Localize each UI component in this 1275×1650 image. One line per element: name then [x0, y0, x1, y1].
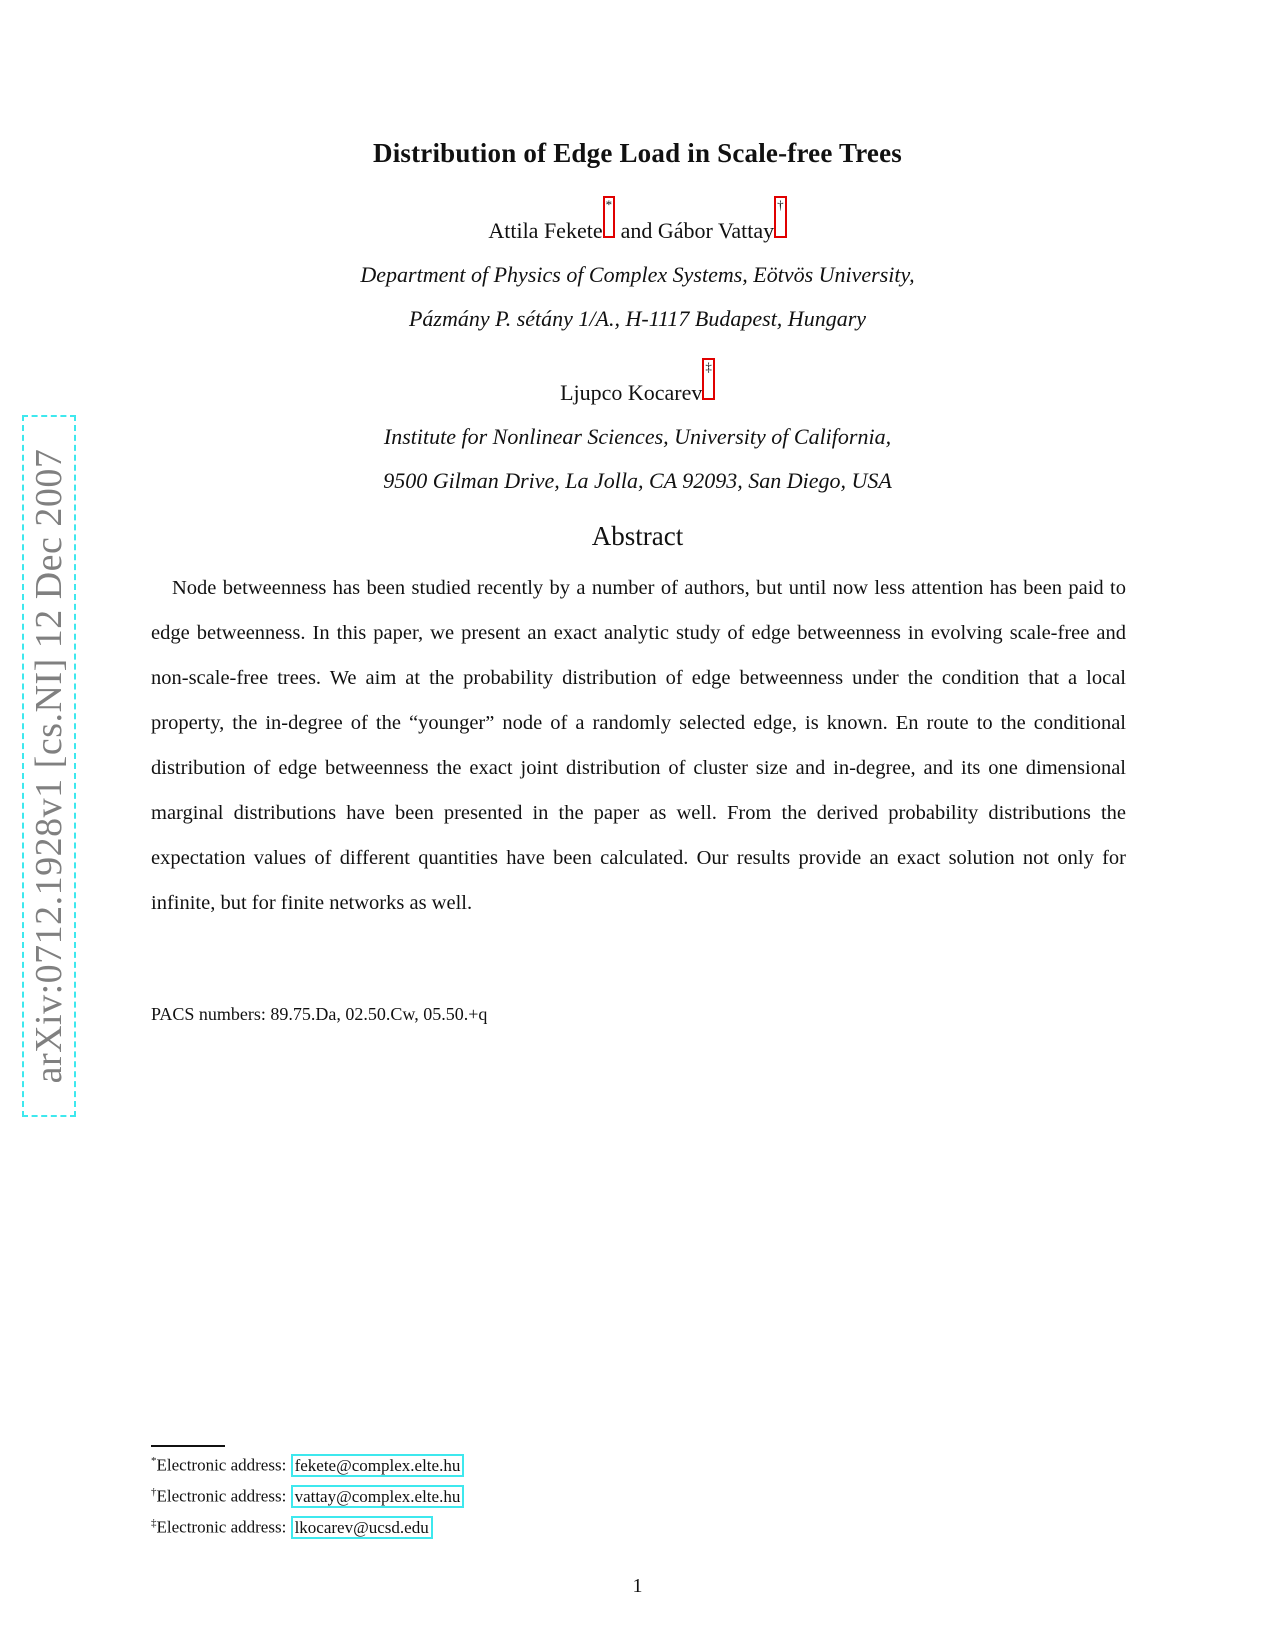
pacs-numbers: PACS numbers: 89.75.Da, 02.50.Cw, 05.50.+q	[151, 1004, 488, 1024]
footnote-2	[151, 1486, 464, 1507]
footnote-label: Electronic address:	[156, 1517, 291, 1537]
paper-title: Distribution of Edge Load in Scale-free Trees	[373, 138, 902, 168]
affiliation-line-4: 9500 Gilman Drive, La Jolla, CA 92093, San Diego, USA	[383, 468, 892, 493]
affiliation-line-3: Institute for Nonlinear Sciences, University of California,	[383, 424, 892, 449]
footnote-mark: *	[151, 1455, 157, 1467]
footnote-link-kocarev[interactable]	[702, 358, 715, 400]
footnote-label: Electronic address:	[156, 1455, 291, 1475]
abstract-text: Node betweenness has been studied recently by a number of authors, but until now less attention has been paid to edge betweenness. In this paper, we present an exact analytic study of edge betweenness in evolving scale-free and non-scale-free trees. We aim at the probability distribution of edge betweenness under the condition that a local property, the in-degree of the “younger” node of a randomly selected edge, is known. En route to the conditional distribution of edge betweenness the exact joint distribution of cluster size and in-degree, and its one dimensional marginal distributions have been presented in the paper as well. From the derived probability distributions the expectation values of different quantities have been calculated. Our results provide an exact solution not only for infinite, but for finite networks as well.	[151, 577, 1126, 914]
footnote-mark: *	[605, 197, 613, 212]
author-line-1	[0, 197, 1275, 244]
footnote-mark: ‡	[705, 359, 712, 374]
footnote-mark: ‡	[151, 1517, 157, 1529]
footnote-rule	[151, 1445, 225, 1447]
email-link-vattay[interactable]: vattay@complex.elte.hu	[291, 1485, 465, 1508]
footnote-mark: †	[777, 197, 784, 212]
footnote-3	[151, 1517, 433, 1538]
footnote-link-fekete[interactable]	[603, 196, 616, 238]
author-name-kocarev: Ljupco Kocarev	[560, 380, 703, 405]
email-link-fekete[interactable]: fekete@complex.elte.hu	[291, 1454, 465, 1477]
footnote-mark: †	[151, 1486, 157, 1498]
footnote-label: Electronic address:	[156, 1486, 291, 1506]
page-number: 1	[632, 1575, 643, 1597]
author-name-vattay: Gábor Vattay	[657, 218, 775, 243]
footnote-link-vattay[interactable]	[774, 196, 787, 238]
affiliation-line-2: Pázmány P. sétány 1/A., H-1117 Budapest, Hungary	[408, 306, 867, 331]
arxiv-stamp-text: arXiv:0712.1928v1 [cs.NI] 12 Dec 2007	[28, 448, 70, 1084]
author-conjunction: and	[620, 218, 653, 243]
affiliation-line-1: Department of Physics of Complex Systems, Eötvös University,	[360, 262, 915, 287]
email-link-kocarev[interactable]: lkocarev@ucsd.edu	[291, 1516, 433, 1539]
author-name-fekete: Attila Fekete	[488, 218, 603, 243]
author-line-2	[0, 359, 1275, 406]
footnote-1	[151, 1455, 464, 1476]
abstract-heading: Abstract	[591, 521, 684, 551]
